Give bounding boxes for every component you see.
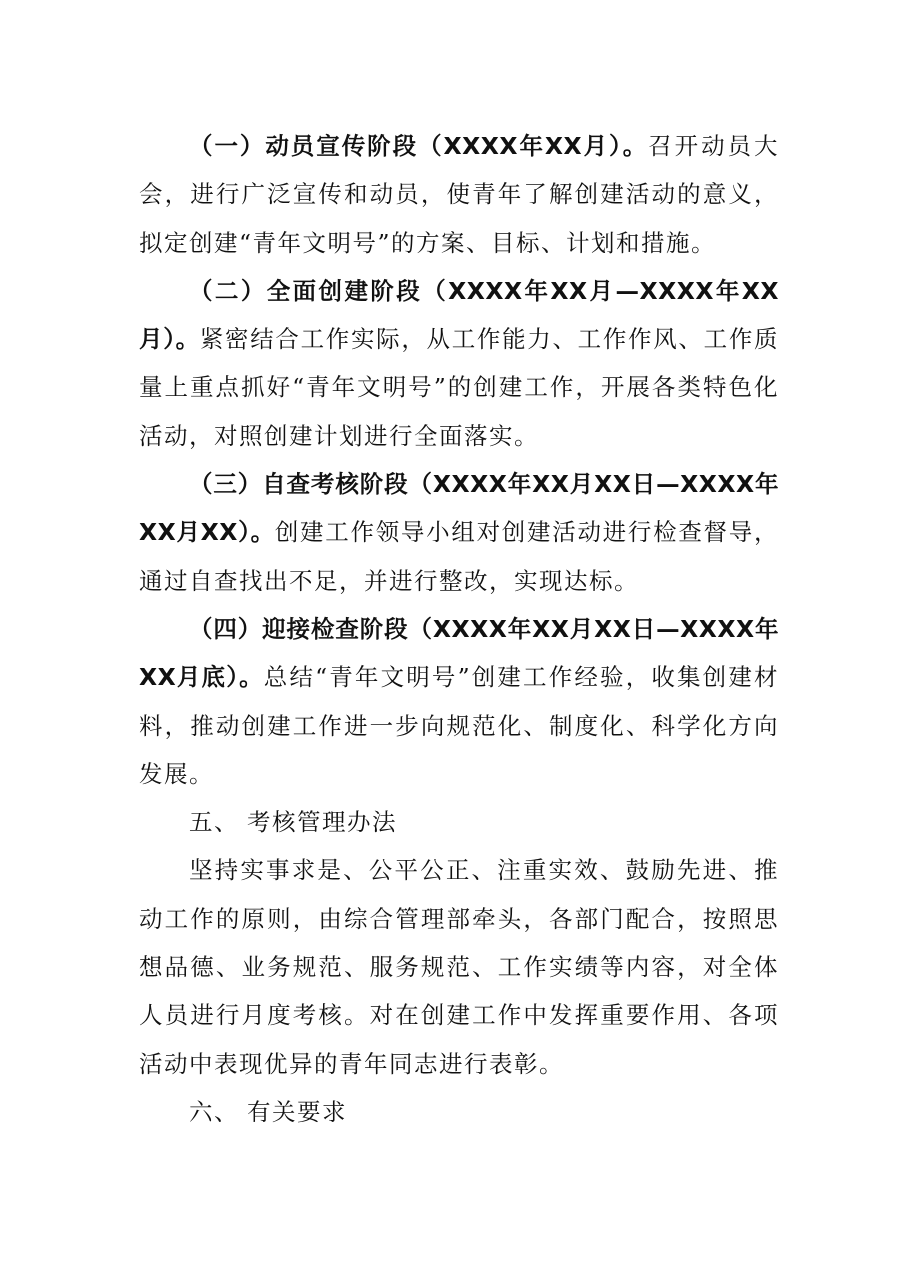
- section-5-paragraph: 坚持实事求是、公平公正、注重实效、鼓励先进、推动工作的原则，由综合管理部牵头，各部门配合，按照思想品德、业务规范、服务规范、工作实绩等内容，对全体人员进行月度考核。对在创建工作中发挥重要作用、各项活动中表现优异的青年同志进行表彰。: [139, 856, 779, 1078]
- stage-1-heading: （一）动员宣传阶段（XXXX年XX月）。: [189, 132, 649, 160]
- stage-2-heading: （二）全面创建阶段（XXXX年XX月—XXXX年XX月）。: [139, 276, 779, 354]
- section-5-title: 考核管理办法: [247, 808, 397, 837]
- stage-1-paragraph: [139, 122, 779, 267]
- stage-2-paragraph: [139, 267, 779, 460]
- section-5-number: 五、: [189, 808, 239, 837]
- stage-2-text: 紧密结合工作实际，从工作能力、工作作风、工作质量上重点抓好“青年文明号”的创建工作，开展各类特色化活动，对照创建计划进行全面落实。: [139, 325, 780, 450]
- document-body: [139, 122, 779, 1136]
- stage-4-text: 总结“青年文明号”创建工作经验，收集创建材料，推动创建工作进一步向规范化、制度化、科学化方向发展。: [139, 663, 779, 788]
- stage-4-paragraph: [139, 605, 779, 798]
- stage-1-text: 召开动员大会，进行广泛宣传和动员，使青年了解创建活动的意义，拟定创建“青年文明号”的方案、目标、计划和措施。: [139, 132, 779, 257]
- stage-3-heading: （三）自查考核阶段（XXXX年XX月XX日—XXXX年XX月XX）。: [139, 470, 779, 547]
- section-5-heading: [139, 798, 779, 846]
- stage-3-text: 创建工作领导小组对创建活动进行检查督导，通过自查找出不足，并进行整改，实现达标。: [139, 518, 779, 595]
- section-6-number: 六、: [189, 1097, 239, 1126]
- section-6-title: 有关要求: [247, 1097, 347, 1126]
- stage-4-heading: （四）迎接检查阶段（XXXX年XX月XX日—XXXX年XX月底）。: [139, 614, 779, 692]
- section-6-heading: [139, 1088, 779, 1136]
- stage-3-paragraph: [139, 460, 779, 605]
